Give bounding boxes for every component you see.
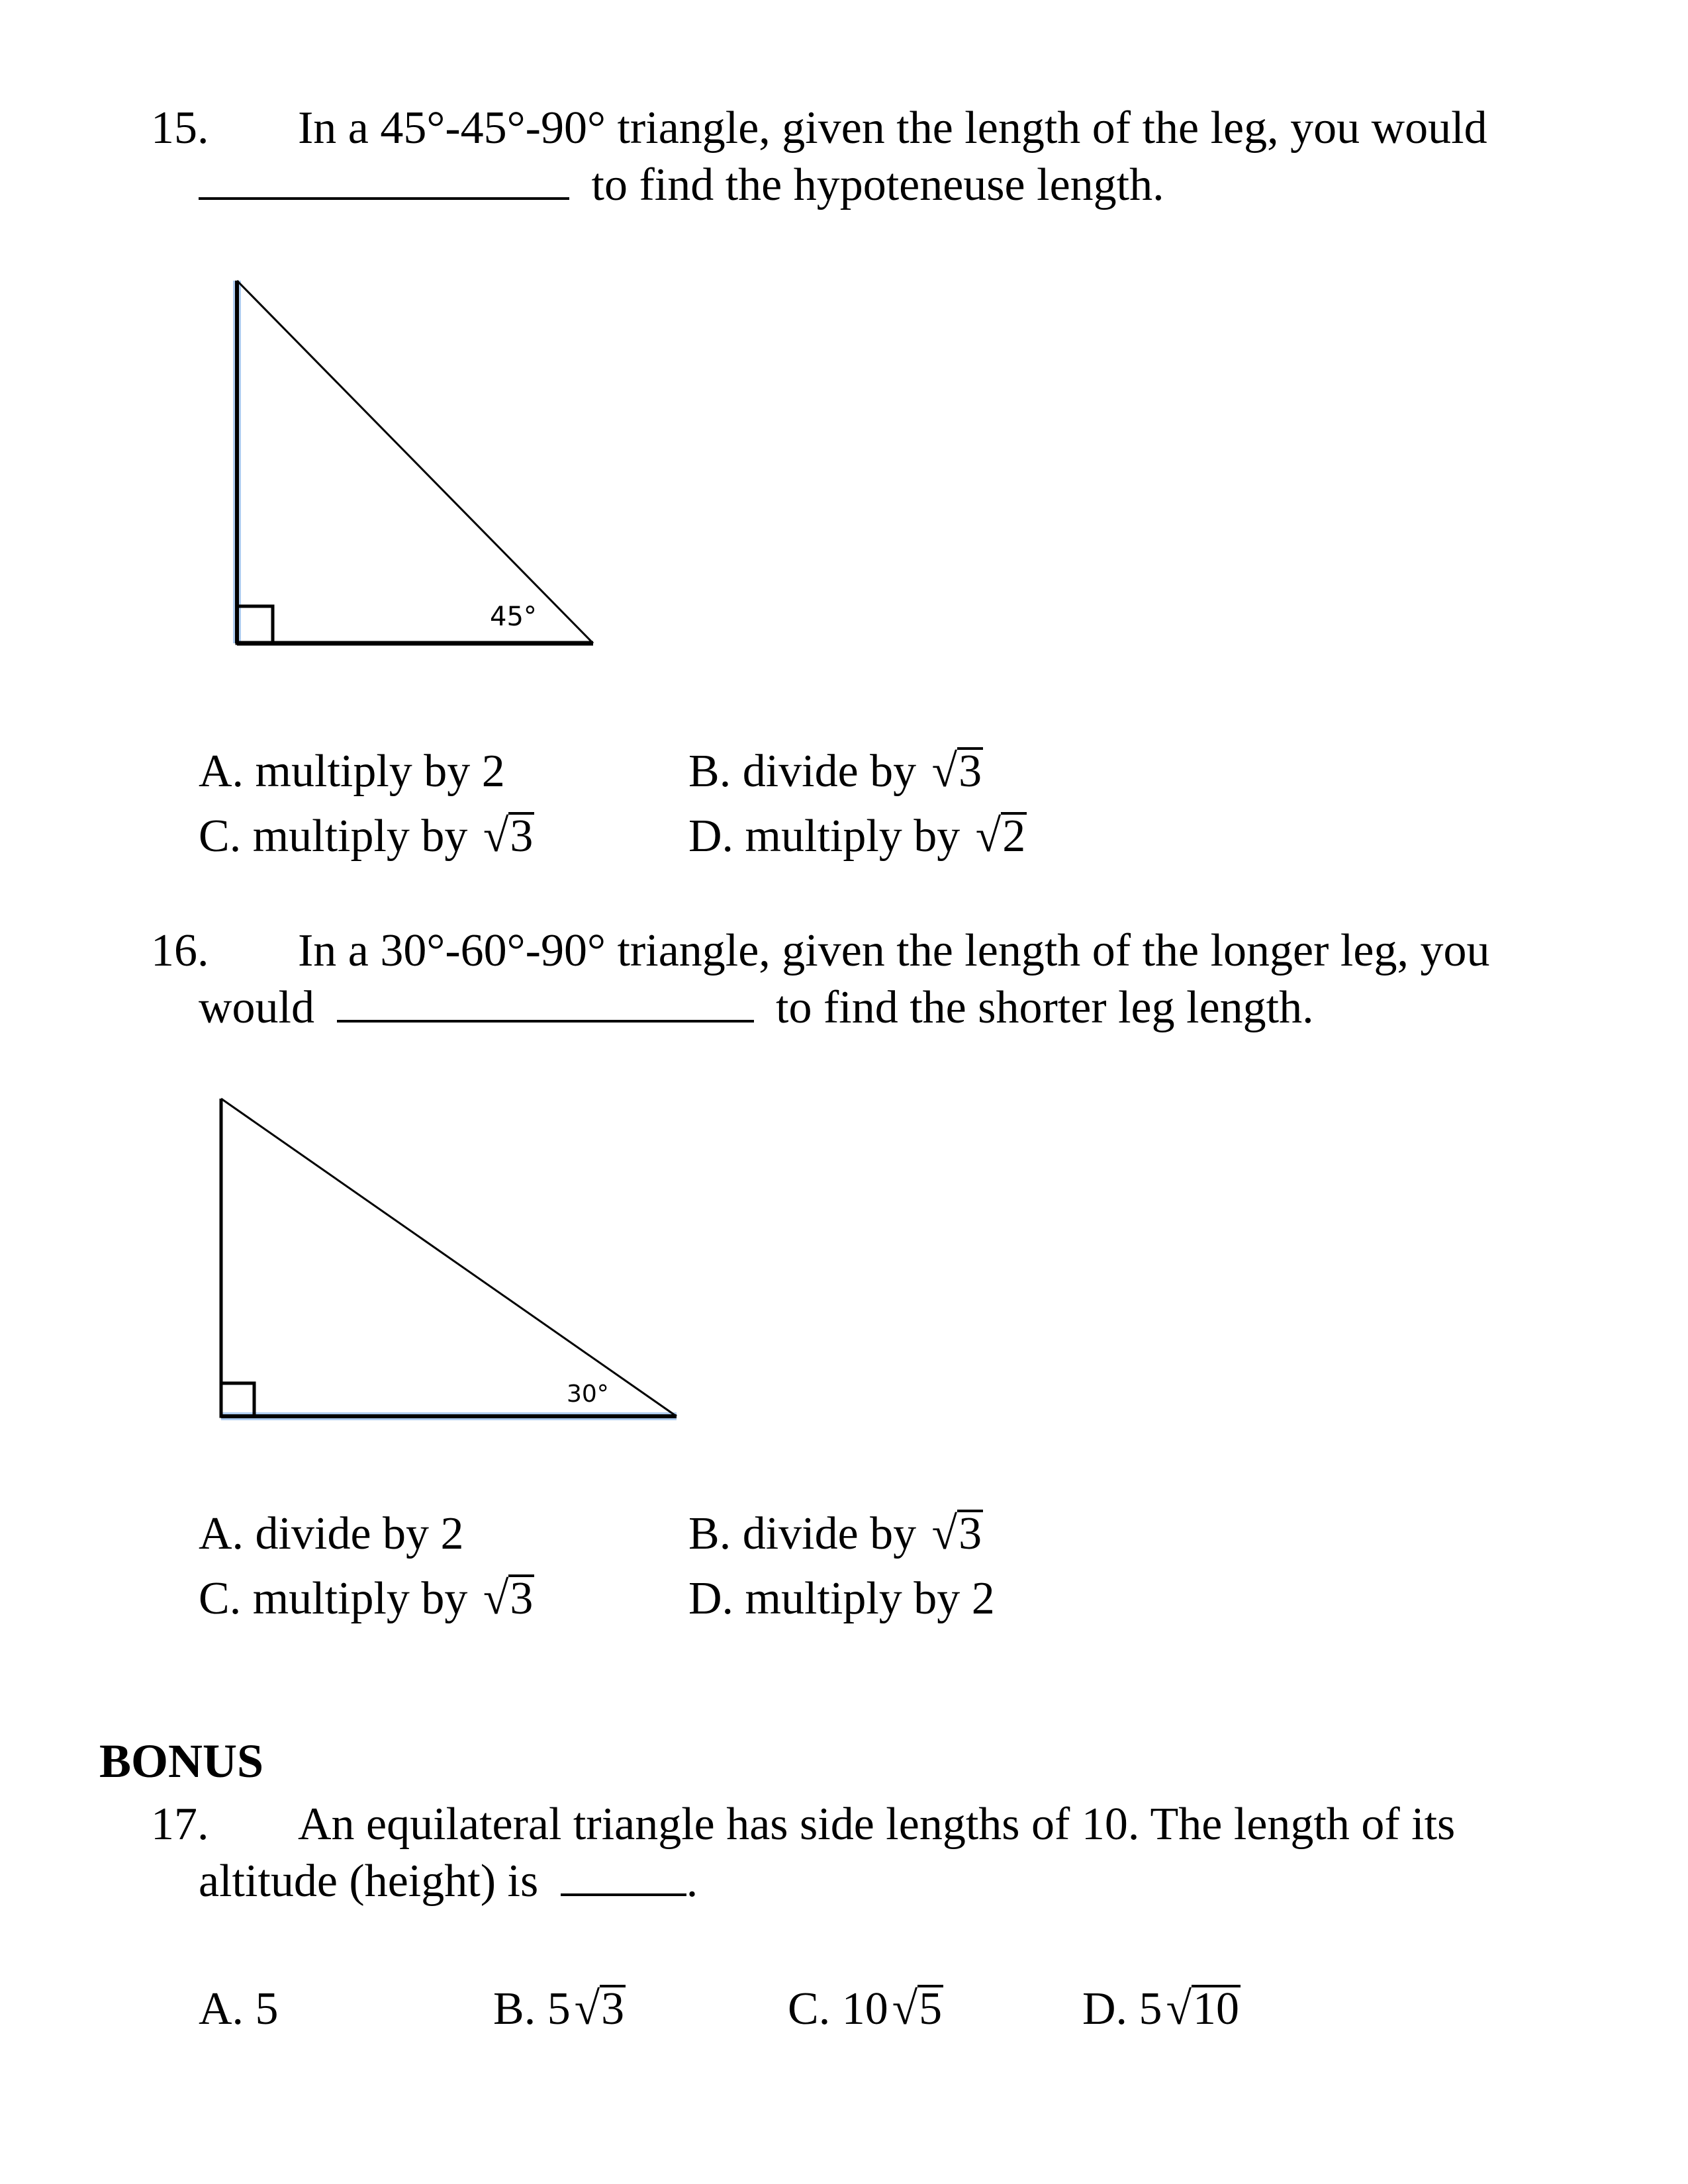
radicand: 3 [601, 1983, 625, 2034]
q17-number: 17. [151, 1799, 209, 1850]
q16-choice-d[interactable]: D. multiply by 2 [688, 1573, 995, 1624]
q15-line2-text: to find the hypoteneuse length. [591, 159, 1164, 210]
sqrt-expression [972, 806, 1027, 867]
q15-number: 15. [151, 103, 209, 154]
q16-choice-a[interactable]: A. divide by 2 [199, 1508, 464, 1559]
q15-choice-c[interactable] [199, 806, 534, 867]
q15-choice-b-text: B. divide by [688, 746, 917, 797]
radicand: 3 [959, 746, 982, 797]
q16-choice-b[interactable] [688, 1504, 983, 1565]
q16-choice-c[interactable] [199, 1569, 534, 1629]
q15-choice-d-text: D. multiply by [688, 811, 961, 862]
radicand: 10 [1192, 1983, 1239, 2034]
radicand: 3 [510, 811, 534, 862]
q17-choice-c[interactable] [788, 1979, 943, 2040]
q16-number: 16. [151, 925, 209, 976]
radical-icon: √ [931, 746, 958, 797]
q16-angle-label: 30° [567, 1381, 609, 1408]
q17-choice-a[interactable]: A. 5 [199, 1983, 279, 2034]
q16-text-line2 [199, 979, 1314, 1037]
q17-text-line2 [199, 1852, 698, 1911]
q17-choice-b[interactable] [493, 1979, 626, 2040]
radicand: 5 [919, 1983, 943, 2034]
q16-answer-blank[interactable] [337, 985, 754, 1023]
q16-text-line1: In a 30°-60°-90° triangle, given the length of the longer leg, you [298, 925, 1490, 976]
q17-choice-c-text: C. 10 [788, 1983, 888, 2034]
q16-choice-b-text: B. divide by [688, 1508, 917, 1559]
q15-choice-d[interactable] [688, 806, 1027, 867]
radical-icon: √ [931, 1508, 958, 1559]
sqrt-expression [479, 806, 534, 867]
q15-choice-b[interactable] [688, 741, 983, 802]
sqrt-expression [928, 1504, 983, 1565]
q16-choice-c-text: C. multiply by [199, 1573, 468, 1624]
bonus-heading: BONUS [99, 1735, 264, 1788]
sqrt-expression [571, 1979, 626, 2040]
sqrt-expression [928, 741, 983, 802]
radicand: 3 [510, 1573, 534, 1624]
q17-choice-b-text: B. 5 [493, 1983, 571, 2034]
q15-answer-blank[interactable] [199, 163, 569, 200]
radical-icon: √ [1166, 1983, 1192, 2034]
q15-text-line2 [199, 156, 1164, 214]
q15-text-line1: In a 45°-45°-90° triangle, given the length of the leg, you would [298, 103, 1487, 154]
radicand: 2 [1002, 811, 1026, 862]
radicand: 3 [959, 1508, 982, 1559]
radical-icon: √ [483, 811, 509, 862]
q15-triangle-figure [218, 271, 602, 655]
radical-icon: √ [574, 1983, 600, 2034]
q15-hypotenuse [237, 281, 593, 643]
q16-right-angle-marker [221, 1383, 254, 1416]
radical-icon: √ [892, 1983, 918, 2034]
q16-triangle-figure [205, 1085, 688, 1430]
sqrt-expression [479, 1569, 534, 1629]
q17-text-line1: An equilateral triangle has side lengths of 10. The length of its [298, 1799, 1456, 1850]
q15-right-angle-marker [237, 606, 273, 643]
q17-line2-prefix: altitude (height) is [199, 1856, 539, 1907]
q17-choice-d-text: D. 5 [1082, 1983, 1162, 2034]
radical-icon: √ [975, 811, 1002, 862]
q16-hypotenuse [221, 1099, 677, 1416]
sqrt-expression [1162, 1979, 1241, 2040]
q17-answer-blank[interactable] [561, 1859, 686, 1896]
q16-line2-suffix: to find the shorter leg length. [776, 982, 1314, 1033]
q17-choice-d[interactable] [1082, 1979, 1241, 2040]
sqrt-expression [888, 1979, 943, 2040]
q15-angle-label: 45° [490, 602, 537, 632]
q17-line2-suffix: . [686, 1856, 698, 1907]
q15-choice-a[interactable]: A. multiply by 2 [199, 746, 505, 797]
q16-line2-prefix: would [199, 982, 314, 1033]
radical-icon: √ [483, 1573, 509, 1624]
q15-choice-c-text: C. multiply by [199, 811, 468, 862]
